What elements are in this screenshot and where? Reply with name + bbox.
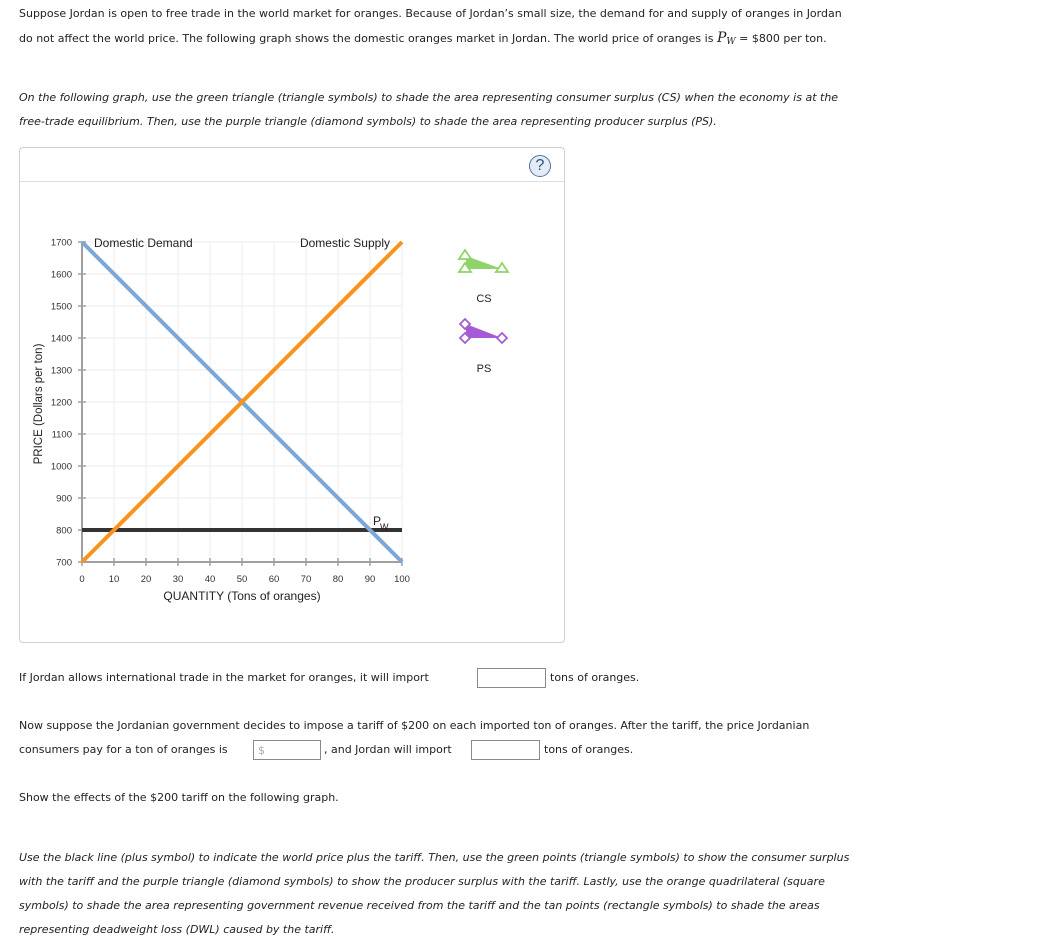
instructions-1-line-2: free-trade equilibrium. Then, use the purple triangle (diamond symbols) to shade the area representing producer surplus (PS). xyxy=(19,115,717,128)
x-tick-label: 40 xyxy=(204,574,216,585)
triangle-icon xyxy=(459,250,471,259)
demand-label: Domestic Demand xyxy=(94,236,193,250)
y-axis-title: PRICE (Dollars per ton) xyxy=(33,343,45,465)
pw-subscript: W xyxy=(726,37,736,47)
pw-main: P xyxy=(716,30,727,46)
x-tick-label: 70 xyxy=(300,574,312,585)
intro-line-2-price: = $800 per ton. xyxy=(735,32,827,45)
question-1-text: If Jordan allows international trade in the market for oranges, it will import xyxy=(19,671,429,684)
x-tick-label: 50 xyxy=(236,574,248,585)
supply-label: Domestic Supply xyxy=(299,236,390,250)
world-price-symbol xyxy=(717,30,736,46)
y-tick-label: 1200 xyxy=(50,397,72,409)
y-tick-label: 800 xyxy=(56,525,72,537)
world-price-label: P xyxy=(373,514,382,528)
question-2-text: consumers pay for a ton of oranges is xyxy=(19,743,228,756)
y-tick-label: 1600 xyxy=(50,269,72,281)
y-tick-label: 700 xyxy=(56,557,72,569)
help-icon[interactable]: ? xyxy=(529,155,551,177)
y-tick-label: 1300 xyxy=(50,365,72,377)
ps-tool[interactable] xyxy=(460,319,507,375)
imports-free-trade-input[interactable] xyxy=(477,668,546,688)
x-tick-label: 60 xyxy=(268,574,280,585)
x-tick-label: 80 xyxy=(332,574,344,585)
instructions-2-line-4: representing deadweight loss (DWL) caused by the tariff. xyxy=(19,923,335,936)
x-tick-label: 10 xyxy=(108,574,120,585)
cs-triangle-shape[interactable] xyxy=(466,256,502,269)
x-tick-label: 30 xyxy=(172,574,184,585)
y-tick-label: 1700 xyxy=(50,237,72,249)
question-1-unit: tons of oranges. xyxy=(550,671,640,684)
question-2-middle: , and Jordan will import xyxy=(324,743,452,756)
diamond-icon xyxy=(497,333,507,343)
imports-tariff-input[interactable] xyxy=(471,740,540,760)
intro-line-2-text: do not affect the world price. The following graph shows the domestic oranges market in Jordan. The world price of oranges is xyxy=(19,32,717,45)
ps-triangle-shape[interactable] xyxy=(466,324,502,338)
x-tick-label: 20 xyxy=(140,574,152,585)
y-tick-label: 1000 xyxy=(50,461,72,473)
x-tick-label: 90 xyxy=(364,574,376,585)
question-2-unit: tons of oranges. xyxy=(544,743,634,756)
x-axis-title: QUANTITY (Tons of oranges) xyxy=(163,589,321,603)
x-tick-label: 100 xyxy=(394,574,410,585)
instructions-2-line-1: Use the black line (plus symbol) to indicate the world price plus the tariff. Then, use the green points (triangle symbols) to show the consumer surplus xyxy=(19,851,850,864)
intro-line-1: Suppose Jordan is open to free trade in the world market for oranges. Because of Jordan’s small size, the demand for and supply of oranges in Jordan xyxy=(19,7,842,20)
cs-label: CS xyxy=(476,293,492,305)
cs-tool[interactable] xyxy=(459,250,508,305)
tool-palette[interactable] xyxy=(459,250,508,375)
x-tick-label: 0 xyxy=(79,574,85,585)
intro-line-2 xyxy=(19,30,827,46)
world-price-label-subscript: W xyxy=(380,522,389,532)
tariff-price-input[interactable] xyxy=(253,740,321,760)
instructions-1-line-1: On the following graph, use the green triangle (triangle symbols) to shade the area representing consumer surplus (CS) when the economy is at the xyxy=(19,91,839,104)
y-tick-label: 1500 xyxy=(50,301,72,313)
y-tick-label: 1100 xyxy=(51,429,72,441)
surplus-graph[interactable] xyxy=(0,147,600,647)
question-2-line-1: Now suppose the Jordanian government decides to impose a tariff of $200 on each imported ton of oranges. After the tariff, the price Jordanian xyxy=(19,719,810,732)
instructions-2-line-2: with the tariff and the purple triangle (diamond symbols) to show the producer surplus with the tariff. Lastly, use the orange quadrilateral (square xyxy=(19,875,825,888)
show-effects-text: Show the effects of the $200 tariff on the following graph. xyxy=(19,791,339,804)
y-tick-label: 900 xyxy=(56,493,72,505)
instructions-2-line-3: symbols) to shade the area representing government revenue received from the tariff and the tan points (rectangle symbols) to shade the areas xyxy=(19,899,820,912)
y-tick-label: 1400 xyxy=(50,333,72,345)
ps-label: PS xyxy=(476,363,492,375)
